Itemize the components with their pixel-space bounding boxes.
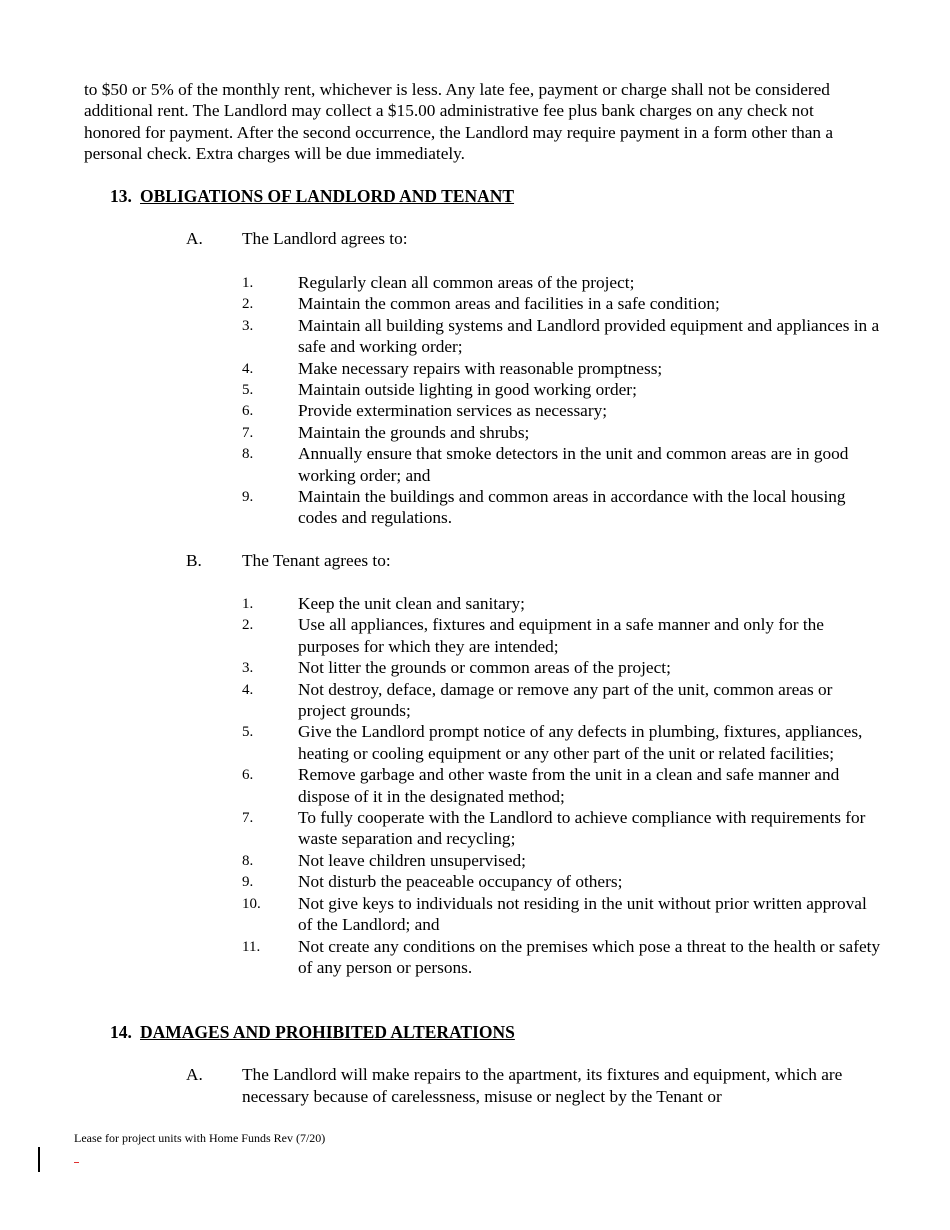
list-item-number: 3. [242,317,254,334]
list-item-number: 1. [242,275,254,291]
list-item-number: 5. [242,382,254,399]
list-item-text: Give the Landlord prompt notice of any defects in plumbing, fixtures, appliances, heating or cooling equipment or any other part of the unit or related facilities; [298,722,863,763]
list-item-text: Maintain the grounds and shrubs; [298,422,530,442]
list-item-text: Maintain all building systems and Landlord provided equipment and appliances in a safe and working order; [298,315,880,357]
list-item [242,657,882,678]
part-label: The Landlord agrees to: [242,229,408,248]
list-item-number: 7. [242,810,254,827]
section-13-part-a [186,228,408,250]
list-item-text: Maintain the buildings and common areas in accordance with the local housing codes and regulations. [298,487,846,528]
page-footer: Lease for project units with Home Funds Rev (7/20) [74,1131,326,1145]
list-item [242,850,882,871]
section-14-number: 14. [110,1022,132,1042]
red-revision-mark [74,1162,79,1163]
list-item [242,807,882,850]
list-item-text: Not disturb the peaceable occupancy of others; [298,872,623,892]
list-item-text: Provide extermination services as necessary; [298,401,608,421]
list-item-number: 3. [242,660,254,677]
list-item-number: 6. [242,767,254,784]
list-item [242,315,882,358]
tenant-obligations-list [242,593,882,978]
list-item-number: 2. [242,296,254,313]
section-13-part-b [186,550,391,572]
section-14-part-a [186,1064,886,1107]
list-item [242,679,882,722]
list-item-number: 6. [242,403,254,420]
list-item [242,871,882,892]
list-item-text: Regularly clean all common areas of the project; [298,273,635,292]
list-item-text: Remove garbage and other waste from the unit in a clean and safe manner and dispose of it in the designated method; [298,765,840,806]
list-item-text: Not destroy, deface, damage or remove any part of the unit, common areas or project grounds; [298,679,833,721]
list-item-text: Not leave children unsupervised; [298,850,526,870]
part-letter: B. [186,551,202,570]
list-item [242,379,882,400]
list-item [242,422,882,443]
section-13-title: OBLIGATIONS OF LANDLORD AND TENANT [140,186,515,206]
list-item-number: 9. [242,874,254,891]
list-item-text: Annually ensure that smoke detectors in the unit and common areas are in good working order; and [298,444,849,485]
intro-paragraph: to $50 or 5% of the monthly rent, whichever is less. Any late fee, payment or charge shall not be considered additional rent. The Landlord may collect a $15.00 administrative fee plus bank charges on any check not honored for payment. After the second occurrence, the Landlord may require payment in a form other than a personal check. Extra charges will be due immediately. [84,80,834,163]
list-item-text: Not create any conditions on the premises which pose a threat to the health or safety of any person or persons. [298,936,881,977]
section-14-title: DAMAGES AND PROHIBITED ALTERATIONS [140,1022,515,1042]
list-item-text: Make necessary repairs with reasonable promptness; [298,358,663,378]
list-item-number: 4. [242,681,254,698]
part-letter: A. [186,1065,203,1084]
list-item-text: Maintain outside lighting in good working order; [298,380,637,400]
list-item-text: Not give keys to individuals not residing in the unit without prior written approval of the Landlord; and [298,893,867,935]
list-item-number: 9. [242,489,254,506]
margin-revision-bar [38,1147,40,1172]
list-item [242,400,882,421]
section-13-number: 13. [110,186,132,206]
list-item [242,358,882,379]
list-item [242,272,882,293]
list-item [242,593,882,614]
list-item-number: 1. [242,596,254,612]
list-item [242,293,882,314]
list-item [242,893,882,936]
landlord-obligations-list [242,272,882,529]
list-item-text: To fully cooperate with the Landlord to achieve compliance with requirements for waste separation and recycling; [298,808,866,849]
list-item-number: 5. [242,724,254,741]
list-item-text: Keep the unit clean and sanitary; [298,594,525,613]
list-item-number: 7. [242,424,254,441]
list-item-number: 2. [242,617,254,634]
list-item-number: 8. [242,446,254,463]
list-item [242,443,882,486]
section-13-heading [110,185,514,207]
list-item-text: Use all appliances, fixtures and equipment in a safe manner and only for the purposes for which they are intended; [298,615,824,656]
list-item-text: Maintain the common areas and facilities in a safe condition; [298,294,720,314]
list-item-number: 4. [242,360,254,377]
part-label: The Tenant agrees to: [242,551,391,570]
part-text: The Landlord will make repairs to the apartment, its fixtures and equipment, which are necessary because of carelessness, misuse or neglect by the Tenant or [242,1065,843,1106]
list-item [242,936,882,979]
list-item-text: Not litter the grounds or common areas of the project; [298,658,671,678]
list-item [242,764,882,807]
list-item [242,721,882,764]
list-item-number: 11. [242,938,261,955]
list-item [242,486,882,529]
part-letter: A. [186,229,203,248]
list-item [242,614,882,657]
list-item-number: 8. [242,852,254,869]
list-item-number: 10. [242,895,261,912]
section-14-heading [110,1021,515,1043]
